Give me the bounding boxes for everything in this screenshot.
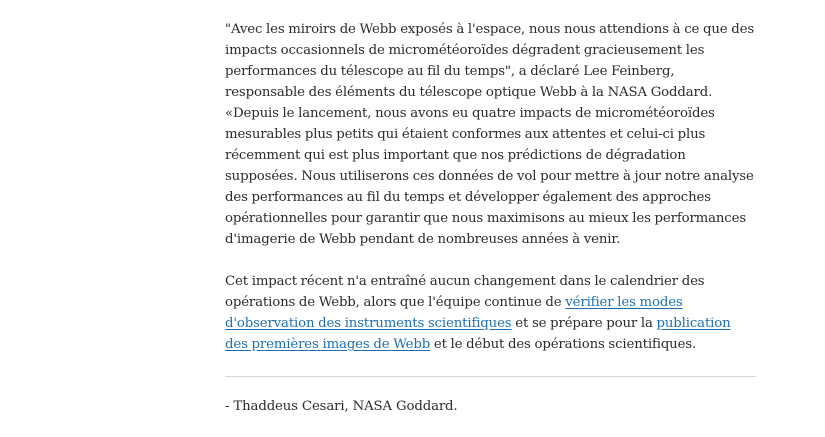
quote-paragraph: "Avec les miroirs de Webb exposés à l'espace, nous nous attendions à ce que des impacts occasionnels de micrométéoroïdes dégradent gracieusement les performances du télescope au fil du temps", a déclaré Lee Feinberg, responsable des éléments du télescope optique Webb à la NASA Goddard. «Depuis le lancement, nous avons eu quatre impacts de micrométéoroïdes mesurables plus petits qui étaient conformes aux attentes et celui-ci plus récemment qui est plus important que nos prédictions de dégradation supposées. Nous utiliserons ces données de vol pour mettre à jour notre analyse des performances au fil du temps et développer également des approches opérationnelles pour garantir que nous maximisons au mieux les performances d'imagerie de Webb pendant de nombreuses années à venir.	[225, 22, 755, 247]
article-body	[225, 19, 756, 417]
paragraph-text-middle: et se prépare pour la	[511, 316, 657, 331]
schedule-paragraph	[225, 271, 756, 355]
instrument-modes-link[interactable]: vérifier les modes d'observation des instruments scientifiques	[225, 295, 683, 331]
paragraph-text-end: et le début des opérations scientifiques.	[430, 337, 697, 352]
divider	[225, 376, 756, 377]
paragraph-text-start: Cet impact récent n'a entraîné aucun changement dans le calendrier des opérations de Webb, alors que l'équipe continue de	[225, 274, 705, 310]
byline: - Thaddeus Cesari, NASA Goddard.	[225, 399, 458, 414]
first-images-link[interactable]: publication des premières images de Webb	[225, 316, 731, 352]
